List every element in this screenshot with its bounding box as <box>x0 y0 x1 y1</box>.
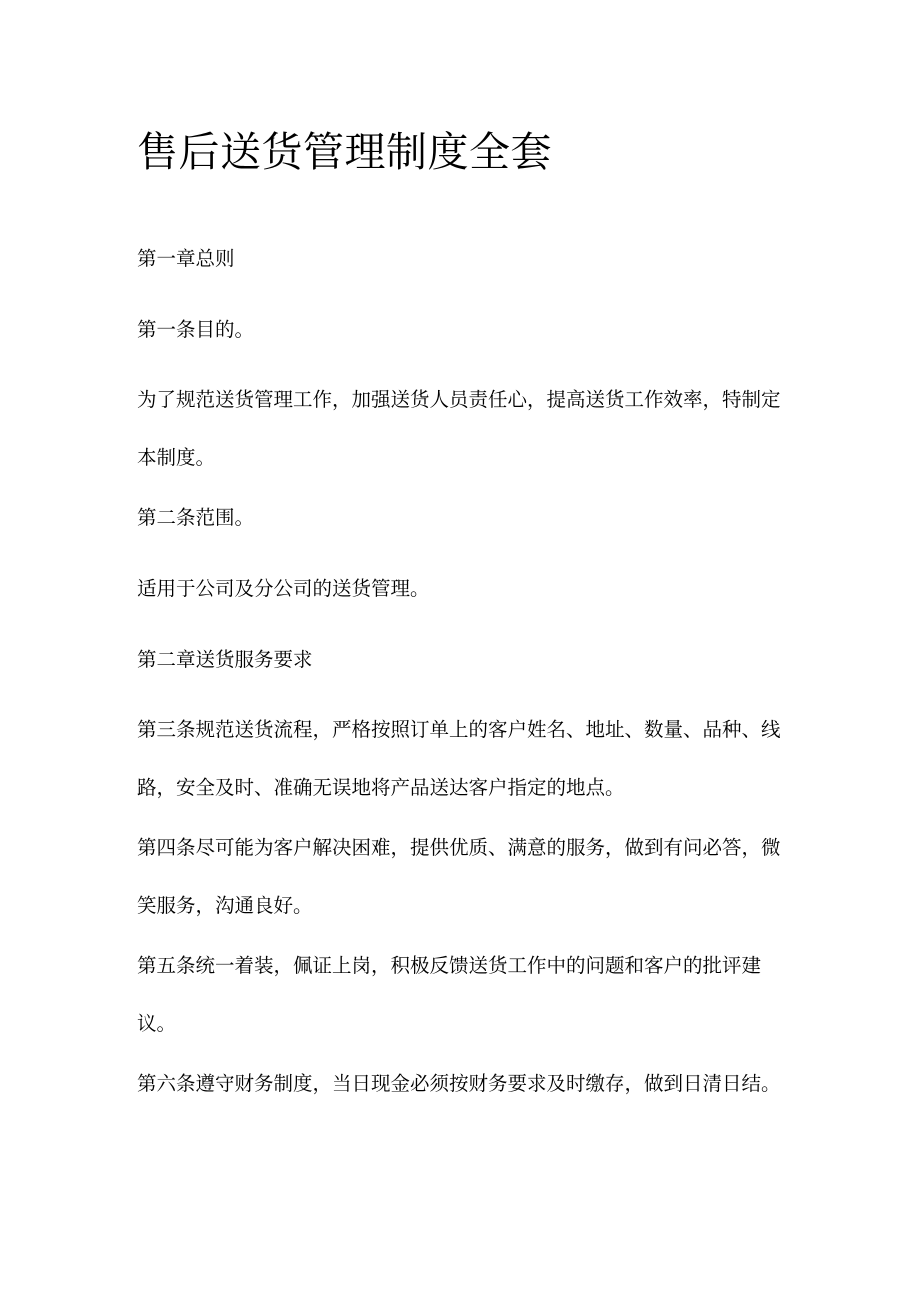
article-1-text: 为了规范送货管理工作，加强送货人员责任心，提高送货工作效率，特制定本制度。 <box>137 388 781 469</box>
article-5-text: 第五条统一着装，佩证上岗，积极反馈送货工作中的问题和客户的批评建议。 <box>137 954 762 1035</box>
article-6-text: 第六条遵守财务制度，当日现金必须按财务要求及时缴存，做到日清日结。 <box>137 1072 781 1095</box>
chapter-2-heading: 第二章送货服务要求 <box>137 648 313 671</box>
article-3-text: 第三条规范送货流程，严格按照订单上的客户姓名、地址、数量、品种、线路，安全及时、准确无误地将产品送达客户指定的地点。 <box>137 718 781 799</box>
document-title: 售后送货管理制度全套 <box>137 128 552 176</box>
chapter-1-heading: 第一章总则 <box>137 247 235 270</box>
article-1-heading: 第一条目的。 <box>137 318 255 341</box>
article-2-text: 适用于公司及分公司的送货管理。 <box>137 577 430 600</box>
article-2-heading: 第二条范围。 <box>137 506 255 529</box>
article-4-text: 第四条尽可能为客户解决困难，提供优质、满意的服务，做到有问必答，微笑服务，沟通良好。 <box>137 836 781 917</box>
